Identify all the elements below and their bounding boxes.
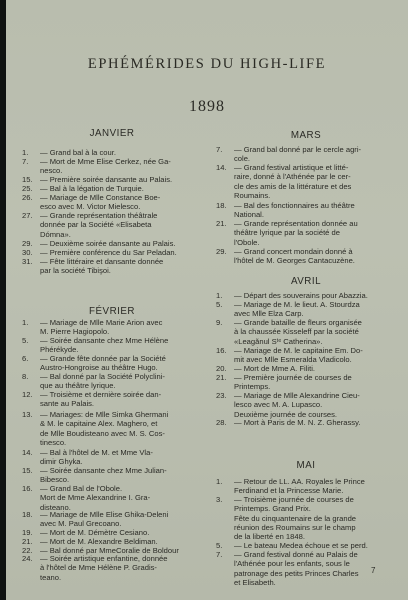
entry-text: — Mariages: de Mlle Simka Ghermani & M. le capitaine Alex. Maghero, et de Mlle Boudisteano avec M. S. Cos- tinesco.	[40, 410, 169, 447]
entry-date: 29.	[22, 239, 33, 248]
entry-date: 5.	[216, 541, 223, 550]
month-heading: MARS	[290, 130, 322, 141]
entry-date: 14.	[22, 448, 33, 457]
entry-date: 14.	[216, 163, 227, 172]
entry-text: — Mariage de M. le capitaine Em. Do- mit avec Mlle Esmeralda Vladicolo.	[234, 346, 363, 365]
entry-text: — Mort à Paris de M. N. Z. Gherassy.	[234, 418, 361, 427]
entry-date: 1.	[216, 291, 223, 300]
entry-date: 20.	[216, 364, 227, 373]
entry-date: 22.	[22, 546, 33, 555]
ephemeris-entry	[216, 391, 396, 419]
entry-text: — Grande fête donnée par la Société Austro-Hongroise au théâtre Hugo.	[40, 354, 166, 373]
entry-date: 18.	[216, 201, 227, 210]
ephemeris-entry	[216, 247, 396, 266]
entry-date: 27.	[22, 211, 33, 220]
ephemeris-entry	[22, 148, 202, 157]
entry-date: 3.	[216, 495, 223, 504]
ephemeris-entry	[22, 248, 202, 257]
entry-date: 18.	[22, 510, 33, 519]
entry-text: — Mariage de Mlle Marie Arion avec M. Pierre Hagiopolo.	[40, 318, 163, 337]
ephemeris-entry	[216, 318, 396, 346]
ephemeris-entry	[22, 554, 202, 582]
ephemeris-entry	[22, 410, 202, 447]
entry-date: 13.	[22, 410, 33, 419]
ephemeris-entry	[22, 257, 202, 276]
entry-date: 28.	[216, 418, 227, 427]
entry-date: 1.	[22, 318, 29, 327]
ephemeris-entry	[216, 477, 396, 496]
entry-text: — Soirée artistique enfantine, donnée à l'hôtel de Mme Hélène P. Gradis- teano.	[40, 554, 168, 582]
ephemeris-entry	[216, 418, 396, 427]
entry-date: 21.	[216, 373, 227, 382]
entry-text: — Deuxième soirée dansante au Palais.	[40, 239, 176, 248]
ephemeris-entry	[216, 201, 396, 220]
document-page	[6, 0, 408, 600]
entry-text: — Bal à l'hôtel de M. et Mme Vla- dimir Ghyka.	[40, 448, 153, 467]
ephemeris-entry	[22, 484, 202, 512]
entry-text: — Mort de Mme A. Filiti.	[234, 364, 316, 373]
entry-text: — Soirée dansante chez Mme Julian- Bibesco.	[40, 466, 167, 485]
entry-text: — Mort de M. Alexandre Beldiman.	[40, 537, 158, 546]
ephemeris-entry	[22, 390, 202, 409]
entry-date: 23.	[216, 391, 227, 400]
entry-date: 16.	[216, 346, 227, 355]
entry-text: — Bal à la légation de Turquie.	[40, 184, 144, 193]
ephemeris-entry	[22, 211, 202, 239]
entry-date: 7.	[216, 145, 223, 154]
ephemeris-entry	[22, 448, 202, 467]
ephemeris-entry	[216, 541, 396, 550]
entry-text: — Bal donné par MmeCoralie de Boldour	[40, 546, 179, 555]
page-title: EPHÉMÉRIDES DU HIGH-LIFE	[87, 56, 327, 72]
ephemeris-entry	[216, 163, 396, 200]
ephemeris-entry	[22, 466, 202, 485]
month-heading: MAI	[296, 460, 316, 471]
entry-text: — Première soirée dansante au Palais.	[40, 175, 173, 184]
entry-text: — Bal donné par la Société Polyclini- que au théâtre lyrique.	[40, 372, 165, 391]
entry-date: 9.	[216, 318, 223, 327]
entry-date: 29.	[216, 247, 227, 256]
entry-text: — Troisième journée de courses de Printemps. Grand Prix. Fête du cinquantenaire de la grande réunion des Roumains sur le champ de la liberté en 1848.	[234, 495, 357, 542]
page-number: 7	[371, 566, 376, 575]
entry-date: 21.	[22, 537, 33, 546]
ephemeris-entry	[22, 184, 202, 193]
entry-date: 26.	[22, 193, 33, 202]
entry-text: — Première journée de courses de Printemps.	[234, 373, 352, 392]
entry-date: 6.	[22, 354, 29, 363]
entry-date: 31.	[22, 257, 33, 266]
entry-text: — Troisième et dernière soirée dan- sante au Palais.	[40, 390, 162, 409]
entry-text: — Mariage de Mlle Constance Boe- esco avec M. Victor Mielesco.	[40, 193, 161, 212]
entry-date: 15.	[22, 466, 33, 475]
entry-text: — Mariage de M. le lieut. A. Stourdza avec Mlle Elza Carp.	[234, 300, 360, 319]
ephemeris-entry	[216, 219, 396, 247]
entry-date: 8.	[22, 372, 29, 381]
entry-text: — Départ des souverains pour Abazzia.	[234, 291, 368, 300]
entry-date: 25.	[22, 184, 33, 193]
entry-text: — Le bateau Medea échoue et se perd.	[234, 541, 368, 550]
ephemeris-entry	[22, 354, 202, 373]
entry-date: 15.	[22, 175, 33, 184]
entry-text: — Grand concert mondain donné à l'hôtel de M. Georges Cantacuzène.	[234, 247, 355, 266]
month-heading: JANVIER	[89, 128, 135, 139]
entry-date: 24.	[22, 554, 33, 563]
ephemeris-entry	[216, 550, 396, 587]
ephemeris-entry	[216, 373, 396, 392]
month-heading: AVRIL	[290, 276, 322, 287]
year-heading: 1898	[189, 98, 225, 115]
entry-date: 16.	[22, 484, 33, 493]
entry-date: 1.	[22, 148, 29, 157]
ephemeris-entry	[22, 372, 202, 391]
entry-text: — Bal des fonctionnaires au théâtre National.	[234, 201, 355, 220]
ephemeris-entry	[216, 300, 396, 319]
month-heading: FÉVRIER	[89, 306, 135, 317]
entry-text: — Fête littéraire et dansante donnée par la société Tibişoi.	[40, 257, 164, 276]
ephemeris-entry	[22, 175, 202, 184]
entry-text: — Grand bal donné par le cercle agri- cole.	[234, 145, 362, 164]
ephemeris-entry	[216, 495, 396, 541]
ephemeris-entry	[22, 336, 202, 355]
ephemeris-entry	[22, 318, 202, 337]
entry-date: 5.	[22, 336, 29, 345]
entry-date: 12.	[22, 390, 33, 399]
ephemeris-entry	[22, 528, 202, 537]
entry-date: 19.	[22, 528, 33, 537]
ephemeris-entry	[22, 193, 202, 212]
entry-date: 7.	[22, 157, 29, 166]
ephemeris-entry	[216, 364, 396, 373]
ephemeris-entry	[216, 291, 396, 300]
entry-text: — Mort de M. Démètre Cesiano.	[40, 528, 150, 537]
entry-text: — Grand Bal de l'Obole. Mort de Mme Alexandrine I. Gra- disteano.	[40, 484, 151, 512]
entry-text: — Grand bal à la cour.	[40, 148, 116, 157]
entry-text: — Grand festival donné au Palais de l'Athénée pour les enfants, sous le patronage des petits Princes Charles et Elisabeth.	[234, 550, 359, 587]
entry-text: — Mariage de Mlle Elise Ghika-Deleni avec M. Paul Grecoano.	[40, 510, 169, 529]
ephemeris-entry	[22, 537, 202, 546]
ephemeris-entry	[216, 346, 396, 365]
entry-text: — Grande bataille de fleurs organisée à la chaussée Kisseleff par la société «Leagănul Sᵗᵉ Catherina».	[234, 318, 362, 346]
entry-text: — Grande représentation théâtrale donnée par la Société «Elisabeta Dómna».	[40, 211, 158, 239]
entry-text: — Mariage de Mlle Alexandrine Cieu- lesco avec M. A. Lupasco. Deuxième journée de courses.	[234, 391, 360, 419]
entry-text: — Soirée dansante chez Mme Hélène Phérékyde.	[40, 336, 169, 355]
entry-date: 7.	[216, 550, 223, 559]
entry-date: 1.	[216, 477, 223, 486]
ephemeris-entry	[22, 510, 202, 529]
entry-date: 21.	[216, 219, 227, 228]
ephemeris-entry	[22, 157, 202, 176]
entry-text: — Grand festival artistique et litté- raire, donné à l'Athénée par le cer- cle des amis de la littérature et des Roumains.	[234, 163, 352, 200]
entry-text: — Mort de Mme Elise Cerkez, née Ga- nesco.	[40, 157, 171, 176]
entry-text: — Retour de LL. AA. Royales le Prince Ferdinand et la Princesse Marie.	[234, 477, 365, 496]
entry-date: 5.	[216, 300, 223, 309]
entry-date: 30.	[22, 248, 33, 257]
ephemeris-entry	[22, 239, 202, 248]
entry-text: — Première conférence du Sar Peladan.	[40, 248, 177, 257]
entry-text: — Grande représentation donnée au théâtre lyrique par la société de l'Obole.	[234, 219, 358, 247]
ephemeris-entry	[216, 145, 396, 164]
